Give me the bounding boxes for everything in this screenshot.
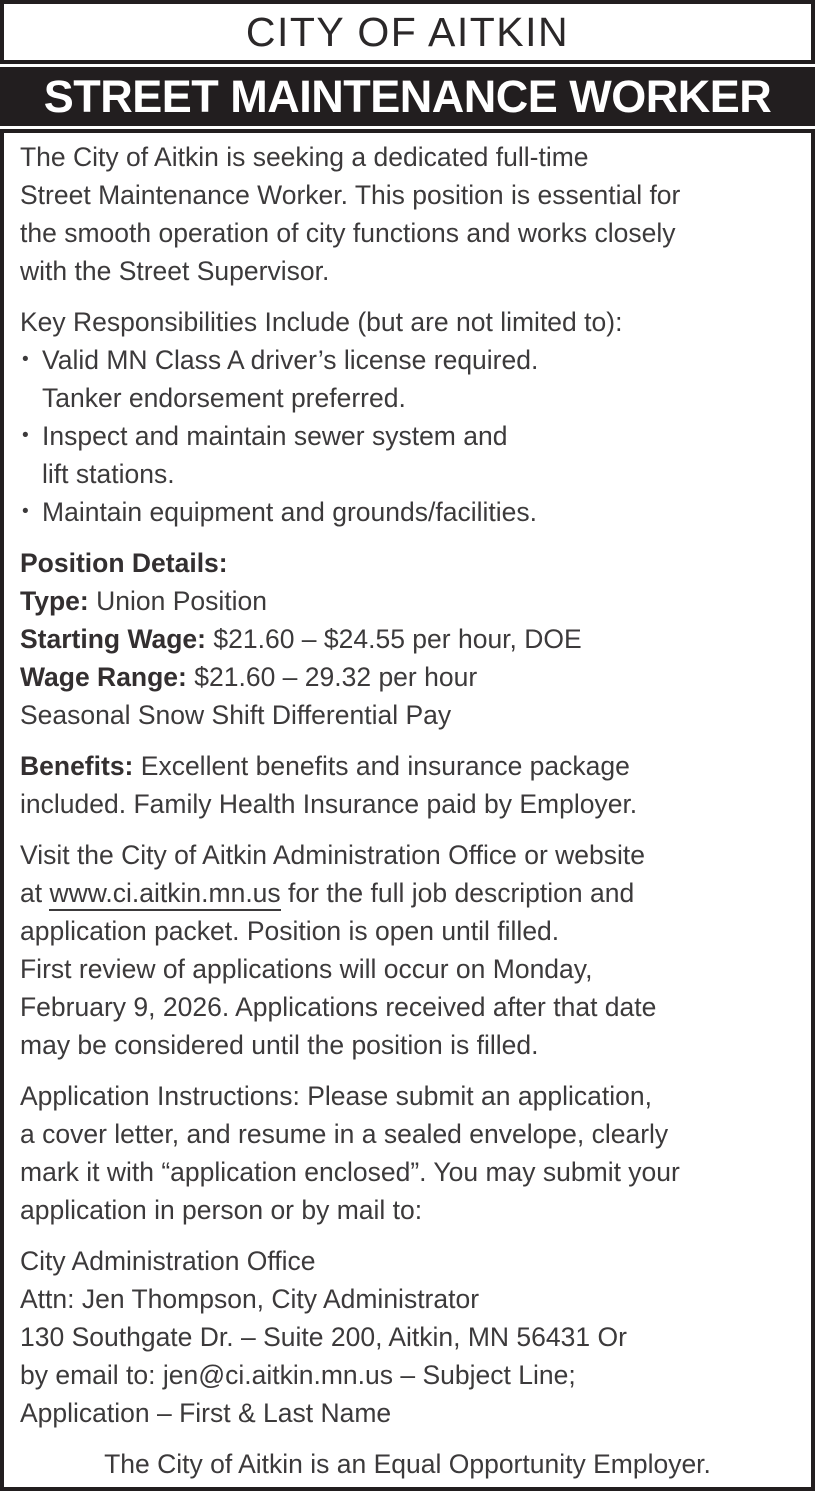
website-paragraph	[20, 836, 795, 1064]
detail-row	[20, 624, 582, 654]
detail-row	[20, 586, 267, 616]
website-line: Visit the City of Aitkin Administration Office or website	[20, 840, 645, 870]
bullet-icon: •	[22, 349, 29, 370]
position-details-heading: Position Details:	[20, 548, 228, 578]
detail-label: Wage Range:	[20, 662, 187, 692]
website-url: www.ci.aitkin.mn.us	[49, 878, 280, 911]
responsibilities-section	[20, 303, 795, 531]
website-line: may be considered until the position is filled.	[20, 1030, 539, 1060]
detail-label: Starting Wage:	[20, 624, 206, 654]
bullet-item	[20, 493, 795, 531]
website-line: for the full job description and	[280, 878, 635, 908]
responsibilities-heading: Key Responsibilities Include (but are not limited to):	[20, 307, 623, 337]
detail-value: $21.60 – 29.32 per hour	[194, 662, 478, 692]
equal-opportunity-footer: The City of Aitkin is an Equal Opportunity Employer.	[104, 1449, 711, 1479]
city-name-heading: CITY OF AITKIN	[245, 8, 570, 55]
bullet-icon: •	[22, 501, 29, 522]
website-line: First review of applications will occur on Monday,	[20, 954, 593, 984]
detail-value: $21.60 – $24.55 per hour, DOE	[213, 624, 582, 654]
detail-extra-line: Seasonal Snow Shift Differential Pay	[20, 700, 452, 730]
position-details-section	[20, 544, 795, 734]
bullet-item	[20, 341, 795, 417]
detail-label: Type:	[20, 586, 89, 616]
benefits-paragraph	[20, 747, 795, 823]
bullet-text: Inspect and maintain sewer system and lift stations.	[42, 421, 508, 489]
intro-paragraph: The City of Aitkin is seeking a dedicated full-time Street Maintenance Worker. This position is essential for the smooth operation of city functions and works closely with the Street Supervisor.	[20, 142, 681, 286]
bullet-icon: •	[22, 425, 29, 446]
ad-body	[0, 129, 815, 1491]
website-line: February 9, 2026. Applications received after that date	[20, 992, 657, 1022]
website-line: application packet. Position is open until filled.	[20, 916, 560, 946]
benefits-text: Excellent benefits and insurance package included. Family Health Insurance paid by Employer.	[20, 751, 638, 819]
detail-value: Union Position	[96, 586, 267, 616]
city-header-box	[0, 0, 815, 64]
job-title-heading: STREET MAINTENANCE WORKER	[43, 70, 772, 122]
application-instructions-paragraph: Application Instructions: Please submit an application, a cover letter, and resume in a sealed envelope, clearly mark it with “application enclosed”. You may submit your application in person or by mail to:	[20, 1081, 680, 1225]
benefits-label: Benefits:	[20, 751, 134, 781]
job-title-band	[0, 67, 815, 126]
bullet-item	[20, 417, 795, 493]
detail-row	[20, 662, 477, 692]
mailing-address-block: City Administration Office Attn: Jen Thompson, City Administrator 130 Southgate Dr. – Suite 200, Aitkin, MN 56431 Or by email to: jen@ci.aitkin.mn.us – Subject Line; Application – First & Last Name	[20, 1246, 627, 1428]
bullet-text: Valid MN Class A driver’s license required. Tanker endorsement preferred.	[42, 345, 539, 413]
bullet-text: Maintain equipment and grounds/facilities.	[42, 497, 537, 527]
website-line: at	[20, 878, 50, 908]
